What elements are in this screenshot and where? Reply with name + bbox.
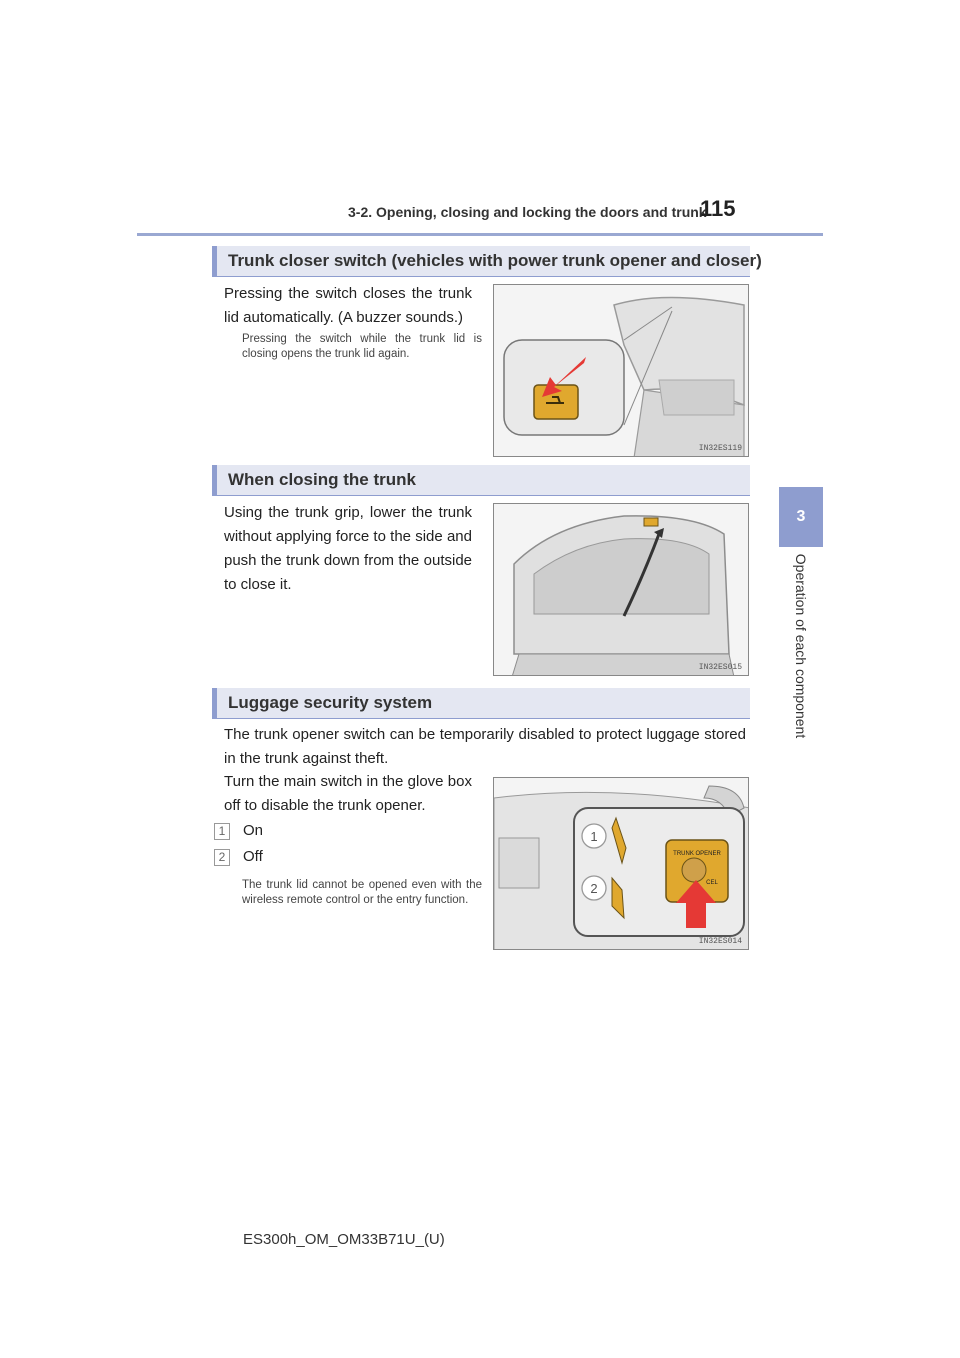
luggage-security-note: The trunk lid cannot be opened even with the wireless remote control or the entry function. [242, 879, 482, 906]
figure-code: IN32ES015 [698, 663, 742, 672]
document-id: ES300h_OM_OM33B71U_(U) [243, 1231, 445, 1248]
callout-1: 1 [590, 829, 598, 844]
glove-box-switch-illustration [493, 777, 749, 950]
switch-text-bottom: CEL [706, 880, 718, 886]
luggage-security-instruction: Turn the main switch in the glove box off to disable the trunk opener. [224, 773, 472, 814]
closing-trunk-illustration [493, 503, 749, 676]
chapter-tab: 3 [779, 487, 823, 547]
figure-code: IN32ES119 [698, 444, 742, 453]
trunk-grip-icon [644, 518, 658, 526]
glove-box-drawing [494, 778, 749, 950]
callout-2: 2 [590, 881, 598, 896]
trunk-closer-illustration [493, 284, 749, 457]
item-label-off: Off [243, 848, 263, 865]
chapter-title: Operation of each component [793, 553, 809, 739]
page-number: 115 [700, 196, 736, 221]
switch-text-top: TRUNK OPENER [673, 851, 721, 857]
trunk-closer-note: Pressing the switch while the trunk lid is closing opens the trunk lid again. [242, 333, 482, 360]
luggage-security-intro: The trunk opener switch can be temporarily disabled to protect luggage stored in the trunk against theft. [224, 726, 746, 767]
item-number-2: 2 [214, 849, 230, 866]
item-number-1: 1 [214, 823, 230, 840]
trunk-closer-drawing [494, 285, 749, 457]
trunk-closer-text: Pressing the switch closes the trunk lid automatically. (A buzzer sounds.) [224, 285, 472, 326]
running-header: 3-2. Opening, closing and locking the doors and trunk [348, 204, 707, 220]
item-label-on: On [243, 822, 264, 839]
figure-code: IN32ES014 [698, 937, 742, 946]
closing-trunk-drawing [494, 504, 749, 676]
section-heading-luggage-security: Luggage security system [212, 688, 750, 718]
section-heading-closing-trunk: When closing the trunk [212, 465, 750, 495]
section-heading-trunk-closer: Trunk closer switch (vehicles with power trunk opener and closer) [212, 246, 750, 276]
header-rule [137, 233, 823, 236]
closing-trunk-text: Using the trunk grip, lower the trunk without applying force to the side and push the trunk down from the outside to close it. [224, 504, 472, 593]
